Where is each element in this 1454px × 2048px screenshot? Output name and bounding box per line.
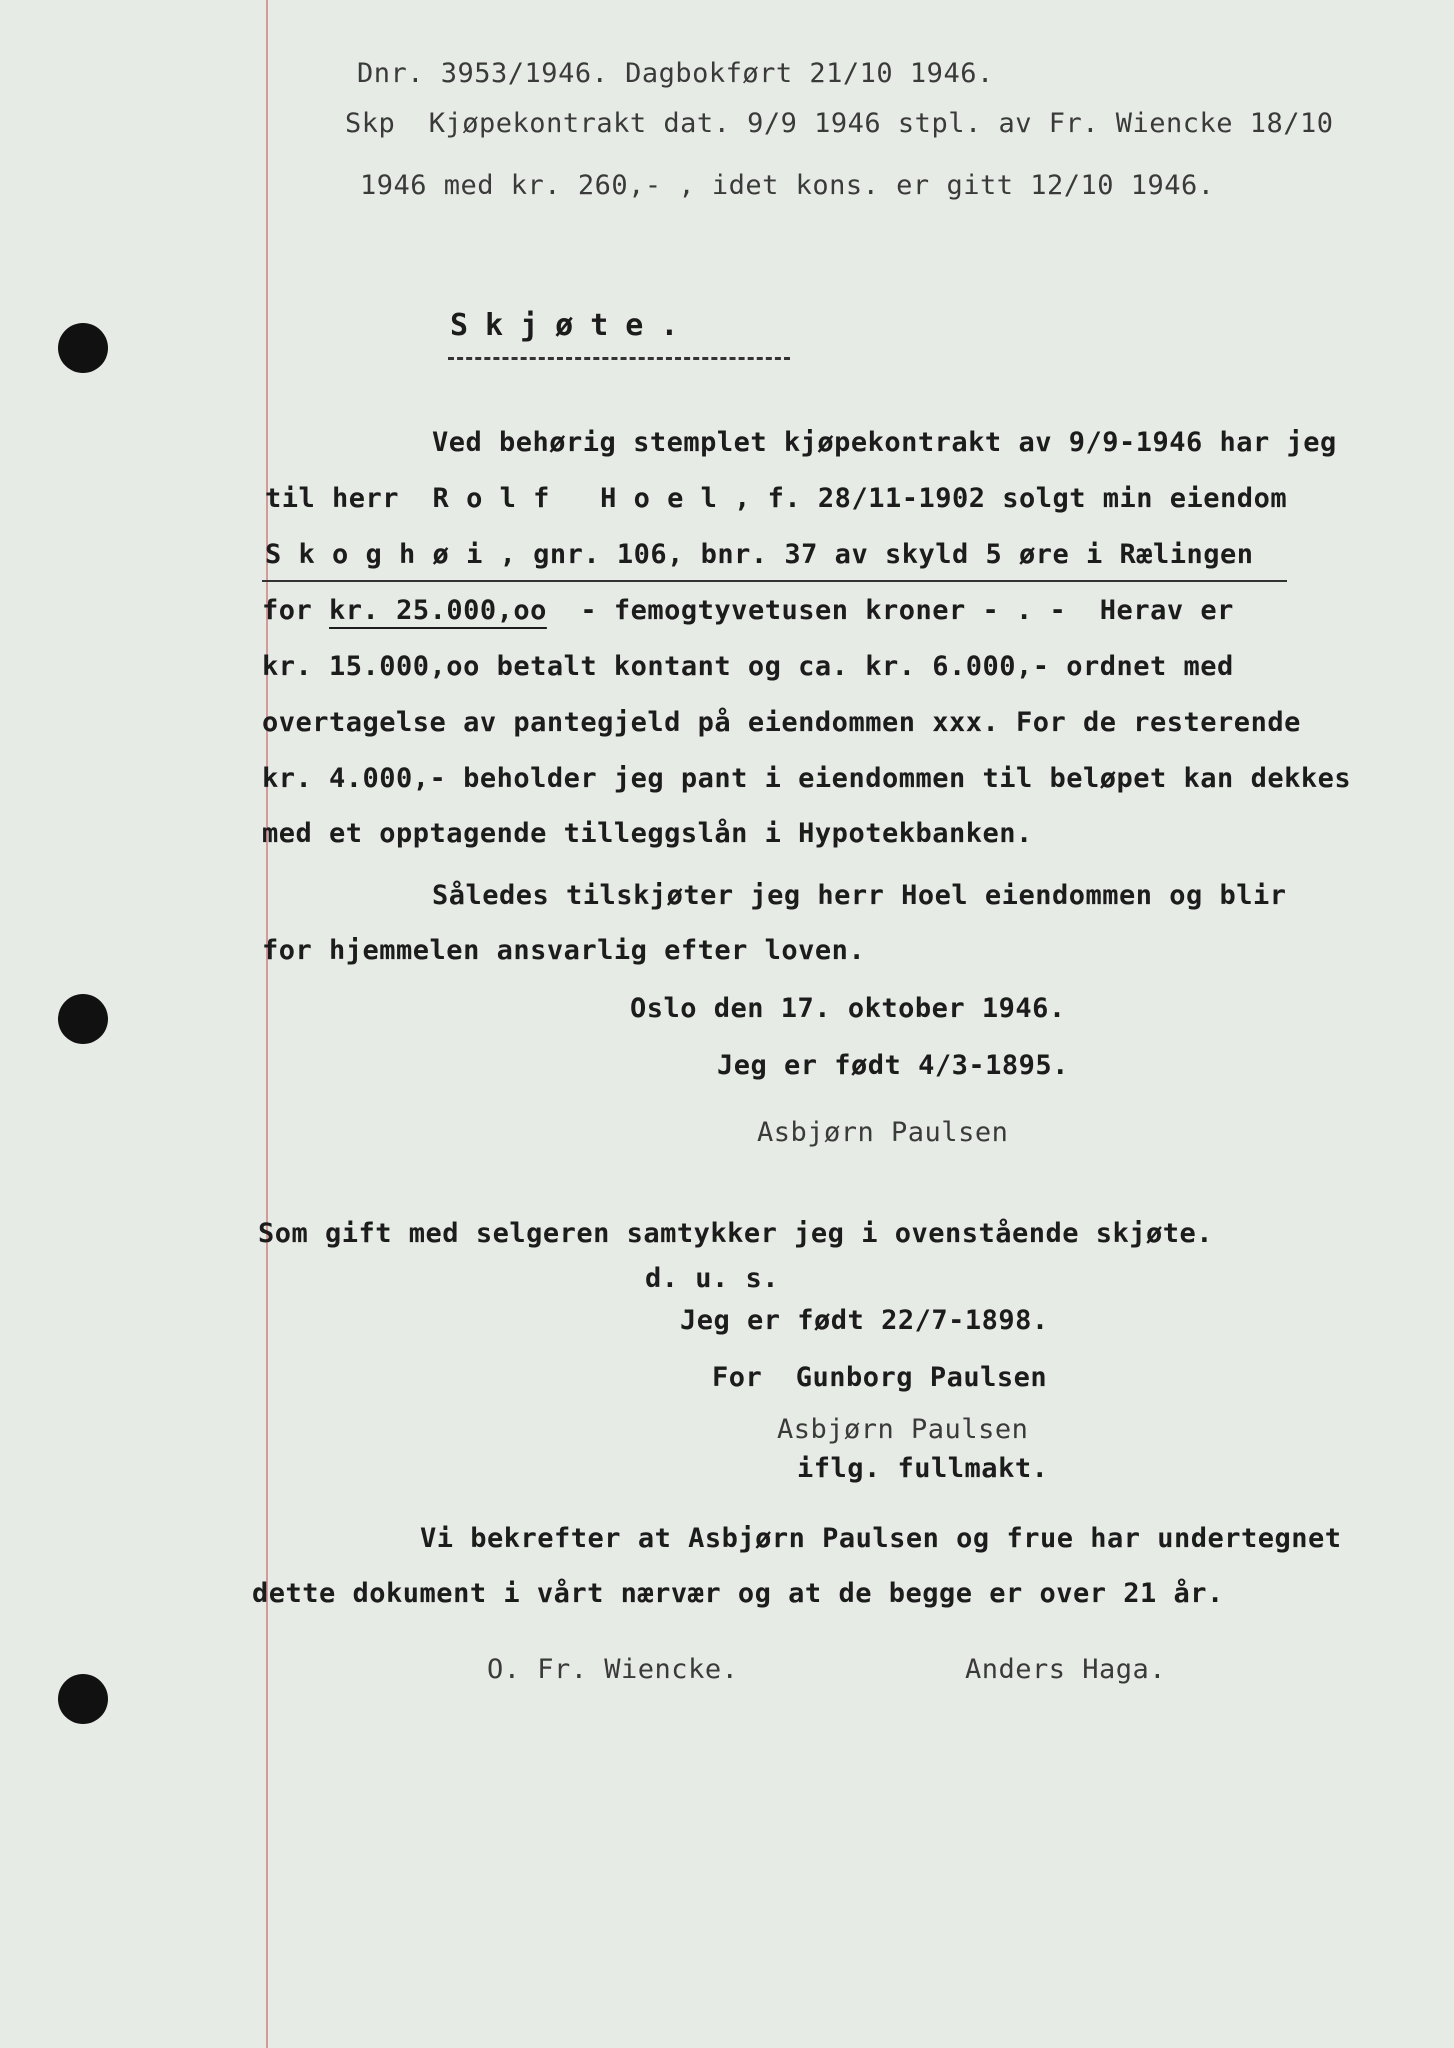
punch-hole-middle [58, 994, 108, 1044]
paragraph-2-line-1: Således tilskjøter jeg herr Hoel eiendommen og blir [432, 880, 1287, 911]
spouse-consent: Som gift med selgeren samtykker jeg i ovenstående skjøte. [258, 1218, 1214, 1249]
red-margin-line [266, 0, 268, 2048]
witness-line-2: dette dokument i vårt nærvær og at de begge er over 21 år. [252, 1578, 1224, 1609]
paragraph-1-line-7: kr. 4.000,- beholder jeg pant i eiendommen til beløpet kan dekkes [262, 763, 1352, 794]
seller-birth-date: Jeg er født 4/3-1895. [717, 1050, 1069, 1081]
witness-signature-1: O. Fr. Wiencke. [487, 1654, 739, 1685]
spouse-birth-date: Jeg er født 22/7-1898. [680, 1305, 1049, 1336]
document-title: Skjøte. [450, 308, 696, 343]
paragraph-2-line-2: for hjemmelen ansvarlig efter loven. [262, 935, 866, 966]
punch-hole-bottom [58, 1674, 108, 1724]
header-line-3: 1946 med kr. 260,- , idet kons. er gitt 12/10 1946. [360, 170, 1215, 201]
for-word: for [262, 595, 313, 626]
place-and-date: Oslo den 17. oktober 1946. [630, 993, 1066, 1024]
punch-hole-top [58, 323, 108, 373]
paragraph-1-line-4 [262, 595, 1234, 626]
power-of-attorney-note: iflg. fullmakt. [797, 1453, 1049, 1484]
property-underline [262, 580, 1287, 582]
paragraph-1-line-8: med et opptagende tilleggslån i Hypotekbanken. [262, 818, 1033, 849]
for-spouse-line: For Gunborg Paulsen [712, 1362, 1048, 1393]
dus-line: d. u. s. [645, 1263, 780, 1294]
witness-line-1: Vi bekrefter at Asbjørn Paulsen og frue har undertegnet [420, 1523, 1342, 1554]
price-in-words: - femogtyvetusen kroner - . - Herav er [546, 595, 1234, 626]
paragraph-1-line-3: S k o g h ø i , gnr. 106, bnr. 37 av skyld 5 øre i Rælingen [265, 539, 1254, 570]
title-underline [448, 357, 790, 360]
header-line-2: Skp Kjøpekontrakt dat. 9/9 1946 stpl. av Fr. Wiencke 18/10 [345, 108, 1334, 139]
seller-signature: Asbjørn Paulsen [757, 1117, 1009, 1148]
proxy-signature: Asbjørn Paulsen [777, 1414, 1029, 1445]
paragraph-1-line-5: kr. 15.000,oo betalt kontant og ca. kr. 6.000,- ordnet med [262, 651, 1234, 682]
paragraph-1-line-2: til herr R o l f H o e l , f. 28/11-1902 solgt min eiendom [265, 483, 1288, 514]
paragraph-1-line-1: Ved behørig stemplet kjøpekontrakt av 9/9-1946 har jeg [432, 427, 1337, 458]
witness-signature-2: Anders Haga. [965, 1654, 1167, 1685]
header-line-1: Dnr. 3953/1946. Dagbokført 21/10 1946. [357, 58, 994, 89]
paragraph-1-line-6: overtagelse av pantegjeld på eiendommen xxx. For de resterende [262, 707, 1301, 738]
price-amount: kr. 25.000,oo [329, 595, 547, 626]
